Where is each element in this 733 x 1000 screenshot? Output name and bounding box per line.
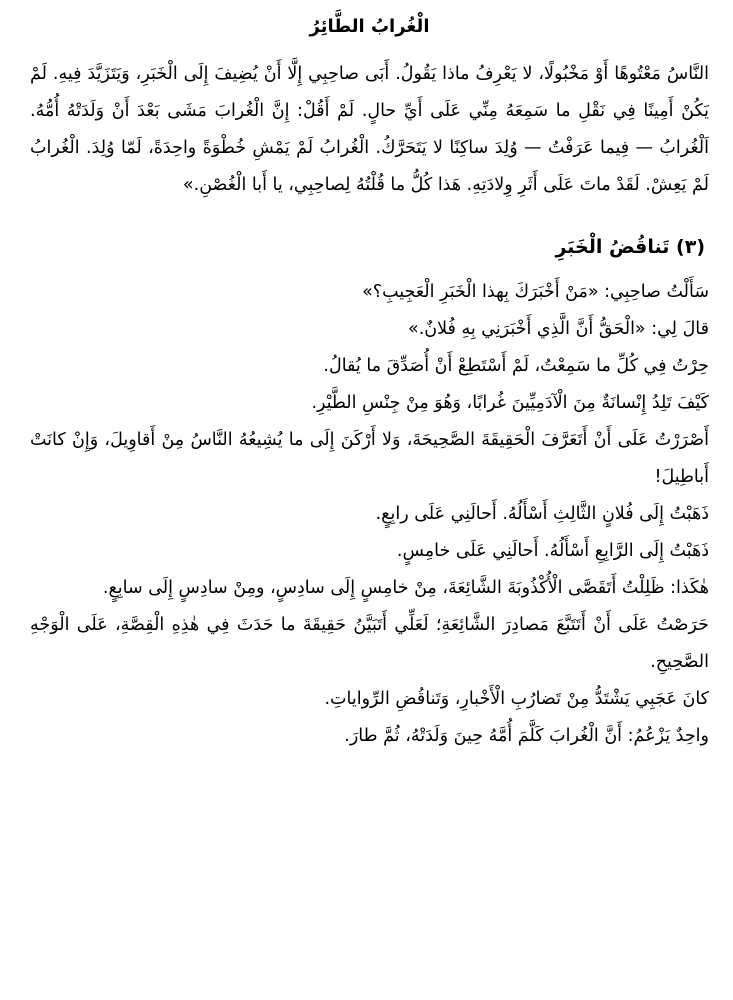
intro-paragraph: النَّاسُ مَعْتُوهًا أَوْ مَخْبُولًا، لا يَعْرِفُ ماذا يَقُولُ. أَبَى صاحِبِي إِلَّا أَنْ يُضِيفَ إِلَى الْخَبَرِ، وَيَتَزَيَّدَ فِيهِ. لَمْ يَكُنْ أَمِينًا فِي نَقْلِ ما سَمِعَهُ مِنِّي عَلَى أَيِّ حالٍ. لَمْ أَقُلْ: إِنَّ الْغُرابَ مَشَى بَعْدَ أَنْ وَلَدَتْهُ أُمُّهُ. اَلْغُرابُ — فِيما عَرَفْتُ — وُلِدَ ساكِنًا لا يَتَحَرَّكُ. الْغُرابُ لَمْ يَمْشِ خُطْوَةً واحِدَةً، لَمّا وُلِدَ. الْغُرابُ لَمْ يَعِشْ. لَقَدْ ماتَ عَلَى أَثَرِ وِلادَتِهِ. هَذا كُلُّ ما قُلْتُهُ لِصاحِبِي، يا أَبا الْغُصْنِ.» — [30, 64, 709, 195]
dialogue-line: ذَهَبْتُ إِلَى الرَّابِعِ أَسْأَلُهُ. أَحالَنِي عَلَى خامِسٍ. — [396, 541, 709, 561]
dialogue-line: حَرَصْتُ عَلَى أَنْ أَتَتَبَّعَ مَصادِرَ الشَّائِعَةِ؛ لَعَلِّي أَتَبَيَّنُ حَقِيقَةَ ما حَدَثَ فِي هٰذِهِ الْقِصَّةِ، عَلَى الْوَجْهِ الصَّحِيحِ. — [30, 615, 709, 672]
dialogue-line: أَصْرَرْتُ عَلَى أَنْ أَتَعَرَّفَ الْحَقِيقَةَ الصَّحِيحَةَ، وَلا أَرْكَنَ إِلَى ما يُشِيعُهُ النَّاسُ مِنْ أَقاوِيلَ، وَإِنْ كانَتْ أَباطِيلَ! — [30, 430, 709, 487]
dialogue-line: كانَ عَجَبِي يَشْتَدُّ مِنْ تَضارُبِ الْأَخْبارِ، وَتَناقُضِ الرِّواياتِ. — [324, 689, 709, 709]
page-title: الْغُرابُ الطَّائِرُ — [309, 16, 430, 37]
dialogue-line: ذَهَبْتُ إِلَى فُلانٍ الثَّالِثِ أَسْأَلُهُ. أَحالَنِي عَلَى رابِعٍ. — [375, 504, 709, 524]
dialogue-section — [30, 274, 709, 755]
dialogue-line: قالَ لِي: «الْحَقُّ أَنَّ الَّذِي أَخْبَرَنِي بِهِ فُلانٌ.» — [407, 319, 709, 339]
dialogue-line: هٰكَذا: ظَلِلْتُ أَتَقَصَّى الْأُكْذُوبَةَ الشَّائِعَةَ، مِنْ خامِسٍ إِلَى سادِسٍ، ومِنْ سادِسٍ إِلَى سابِعٍ. — [102, 578, 709, 598]
dialogue-line: كَيْفَ تَلِدُ إِنْسانَةٌ مِنَ الْآدَمِيِّينَ غُرابًا، وَهُوَ مِنْ جِنْسِ الطَّيْرِ. — [311, 393, 709, 413]
dialogue-line: واحِدٌ يَزْعُمُ: أَنَّ الْغُرابَ كَلَّمَ أُمَّهُ حِينَ وَلَدَتْهُ، ثُمَّ طارَ. — [344, 726, 709, 746]
section-heading: (٣) تَناقُضُ الْخَبَرِ — [555, 236, 705, 258]
dialogue-line: حِرْتُ فِي كُلِّ ما سَمِعْتُ، لَمْ أَسْتَطِعْ أَنْ أُصَدِّقَ ما يُقالُ. — [323, 356, 709, 376]
dialogue-line: سَأَلْتُ صاحِبِي: «مَنْ أَخْبَرَكَ بِهذا الْخَبَرِ الْعَجِيبِ؟» — [362, 282, 709, 302]
